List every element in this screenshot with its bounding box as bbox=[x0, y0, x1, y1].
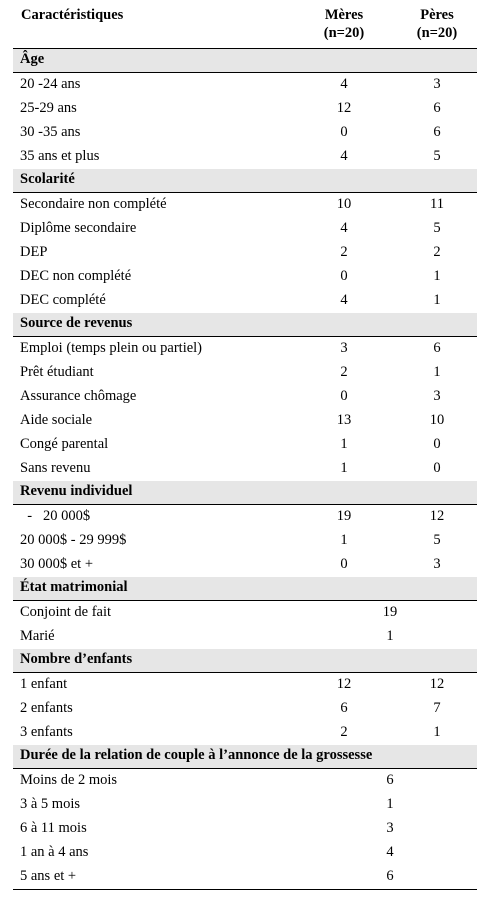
row-value-peres: 5 bbox=[433, 532, 441, 548]
row-value-peres: 12 bbox=[429, 508, 445, 524]
row-value-peres: 1 bbox=[433, 724, 441, 740]
table-row bbox=[13, 721, 477, 745]
characteristics-table bbox=[13, 0, 477, 890]
row-label: Sans revenu bbox=[20, 460, 91, 476]
row-value-peres: 10 bbox=[429, 412, 445, 428]
section-header bbox=[13, 481, 477, 505]
row-label: Diplôme secondaire bbox=[20, 220, 137, 236]
table-row bbox=[13, 217, 477, 241]
row-value-combined: 1 bbox=[386, 796, 394, 812]
row-value-peres: 0 bbox=[433, 460, 441, 476]
row-value-peres: 3 bbox=[433, 556, 441, 572]
row-value-peres: 2 bbox=[433, 244, 441, 260]
row-value-meres: 4 bbox=[340, 76, 348, 92]
column-header-meres-label: Mères bbox=[324, 7, 364, 23]
row-label: 3 à 5 mois bbox=[20, 796, 81, 812]
table-row bbox=[13, 625, 477, 649]
table-row bbox=[13, 337, 477, 361]
row-label: Moins de 2 mois bbox=[20, 772, 118, 788]
row-value-peres: 3 bbox=[433, 76, 441, 92]
row-label: Assurance chômage bbox=[20, 388, 137, 404]
table-row bbox=[13, 73, 477, 97]
row-value-combined: 6 bbox=[386, 868, 394, 884]
row-value-peres: 6 bbox=[433, 124, 441, 140]
row-label: 30 000$ et + bbox=[20, 556, 94, 572]
column-header-characteristics: Caractéristiques bbox=[21, 7, 124, 23]
row-label: 5 ans et + bbox=[20, 868, 77, 884]
column-header-meres bbox=[314, 6, 374, 42]
row-label: Secondaire non complété bbox=[20, 196, 167, 212]
row-label: DEC complété bbox=[20, 292, 106, 308]
section-header bbox=[13, 169, 477, 193]
section-title: Revenu individuel bbox=[20, 483, 133, 499]
table-row bbox=[13, 265, 477, 289]
row-value-peres: 5 bbox=[433, 220, 441, 236]
section-title: Scolarité bbox=[20, 171, 75, 187]
row-value-meres: 6 bbox=[340, 700, 348, 716]
row-label: Marié bbox=[20, 628, 55, 644]
table-row bbox=[13, 529, 477, 553]
row-value-combined: 4 bbox=[386, 844, 394, 860]
row-value-peres: 0 bbox=[433, 436, 441, 452]
column-header-peres-n: (n=20) bbox=[416, 25, 458, 41]
table-body bbox=[13, 49, 477, 890]
table-row bbox=[13, 865, 477, 890]
row-value-combined: 6 bbox=[386, 772, 394, 788]
row-label: 20 -24 ans bbox=[20, 76, 81, 92]
table-row bbox=[13, 793, 477, 817]
table-row bbox=[13, 673, 477, 697]
section-title: Source de revenus bbox=[20, 315, 133, 331]
section-title: Durée de la relation de couple à l’annonce de la grossesse bbox=[20, 747, 373, 763]
row-label: 3 enfants bbox=[20, 724, 73, 740]
section-title: Nombre d’enfants bbox=[20, 651, 133, 667]
row-label: DEP bbox=[20, 244, 48, 260]
table-row bbox=[13, 841, 477, 865]
table-row bbox=[13, 697, 477, 721]
row-value-peres: 12 bbox=[429, 676, 445, 692]
row-label: 25-29 ans bbox=[20, 100, 77, 116]
section-header bbox=[13, 745, 477, 769]
section-header bbox=[13, 313, 477, 337]
row-value-peres: 6 bbox=[433, 100, 441, 116]
table-header bbox=[13, 0, 477, 49]
row-value-combined: 19 bbox=[382, 604, 398, 620]
column-header-meres-n: (n=20) bbox=[323, 25, 365, 41]
row-value-peres: 11 bbox=[430, 196, 444, 212]
row-value-meres: 4 bbox=[340, 220, 348, 236]
section-title: État matrimonial bbox=[20, 579, 128, 595]
row-label: 6 à 11 mois bbox=[20, 820, 87, 836]
row-value-meres: 1 bbox=[340, 460, 348, 476]
row-label: 30 -35 ans bbox=[20, 124, 81, 140]
table-row bbox=[13, 769, 477, 793]
row-label: Emploi (temps plein ou partiel) bbox=[20, 340, 203, 356]
row-value-meres: 10 bbox=[336, 196, 352, 212]
table-row bbox=[13, 817, 477, 841]
column-header-peres-label: Pères bbox=[420, 7, 454, 23]
table-row bbox=[13, 97, 477, 121]
row-value-meres: 3 bbox=[340, 340, 348, 356]
row-value-meres: 2 bbox=[340, 364, 348, 380]
row-value-meres: 0 bbox=[340, 268, 348, 284]
table-row bbox=[13, 433, 477, 457]
column-header-peres bbox=[407, 6, 467, 42]
row-value-meres: 13 bbox=[336, 412, 352, 428]
row-value-meres: 2 bbox=[340, 244, 348, 260]
table-row bbox=[13, 505, 477, 529]
row-label: Aide sociale bbox=[20, 412, 93, 428]
row-value-meres: 12 bbox=[336, 676, 352, 692]
table-row bbox=[13, 289, 477, 313]
row-label: Prêt étudiant bbox=[20, 364, 94, 380]
row-label: - 20 000$ bbox=[20, 508, 91, 524]
section-title: Âge bbox=[20, 51, 45, 67]
row-value-peres: 3 bbox=[433, 388, 441, 404]
row-value-peres: 6 bbox=[433, 340, 441, 356]
row-value-meres: 19 bbox=[336, 508, 352, 524]
table-row bbox=[13, 241, 477, 265]
section-header bbox=[13, 577, 477, 601]
row-value-meres: 12 bbox=[336, 100, 352, 116]
row-value-combined: 1 bbox=[386, 628, 394, 644]
row-value-meres: 2 bbox=[340, 724, 348, 740]
row-value-peres: 1 bbox=[433, 268, 441, 284]
table-row bbox=[13, 193, 477, 217]
row-value-meres: 0 bbox=[340, 388, 348, 404]
table-row bbox=[13, 385, 477, 409]
row-value-combined: 3 bbox=[386, 820, 394, 836]
row-value-peres: 1 bbox=[433, 292, 441, 308]
row-value-peres: 1 bbox=[433, 364, 441, 380]
table-row bbox=[13, 121, 477, 145]
row-value-meres: 0 bbox=[340, 124, 348, 140]
row-label: DEC non complété bbox=[20, 268, 132, 284]
row-label: Conjoint de fait bbox=[20, 604, 112, 620]
section-header bbox=[13, 649, 477, 673]
table-row bbox=[13, 457, 477, 481]
table-row bbox=[13, 601, 477, 625]
table-row bbox=[13, 409, 477, 433]
row-label: 20 000$ - 29 999$ bbox=[20, 532, 127, 548]
row-value-meres: 1 bbox=[340, 532, 348, 548]
row-value-meres: 4 bbox=[340, 148, 348, 164]
row-value-meres: 0 bbox=[340, 556, 348, 572]
table-row bbox=[13, 361, 477, 385]
row-label: 35 ans et plus bbox=[20, 148, 100, 164]
row-value-meres: 4 bbox=[340, 292, 348, 308]
table-row bbox=[13, 553, 477, 577]
row-label: Congé parental bbox=[20, 436, 109, 452]
row-label: 1 enfant bbox=[20, 676, 68, 692]
row-label: 2 enfants bbox=[20, 700, 73, 716]
row-value-peres: 5 bbox=[433, 148, 441, 164]
section-header bbox=[13, 49, 477, 73]
row-label: 1 an à 4 ans bbox=[20, 844, 89, 860]
row-value-meres: 1 bbox=[340, 436, 348, 452]
table-row bbox=[13, 145, 477, 169]
row-value-peres: 7 bbox=[433, 700, 441, 716]
